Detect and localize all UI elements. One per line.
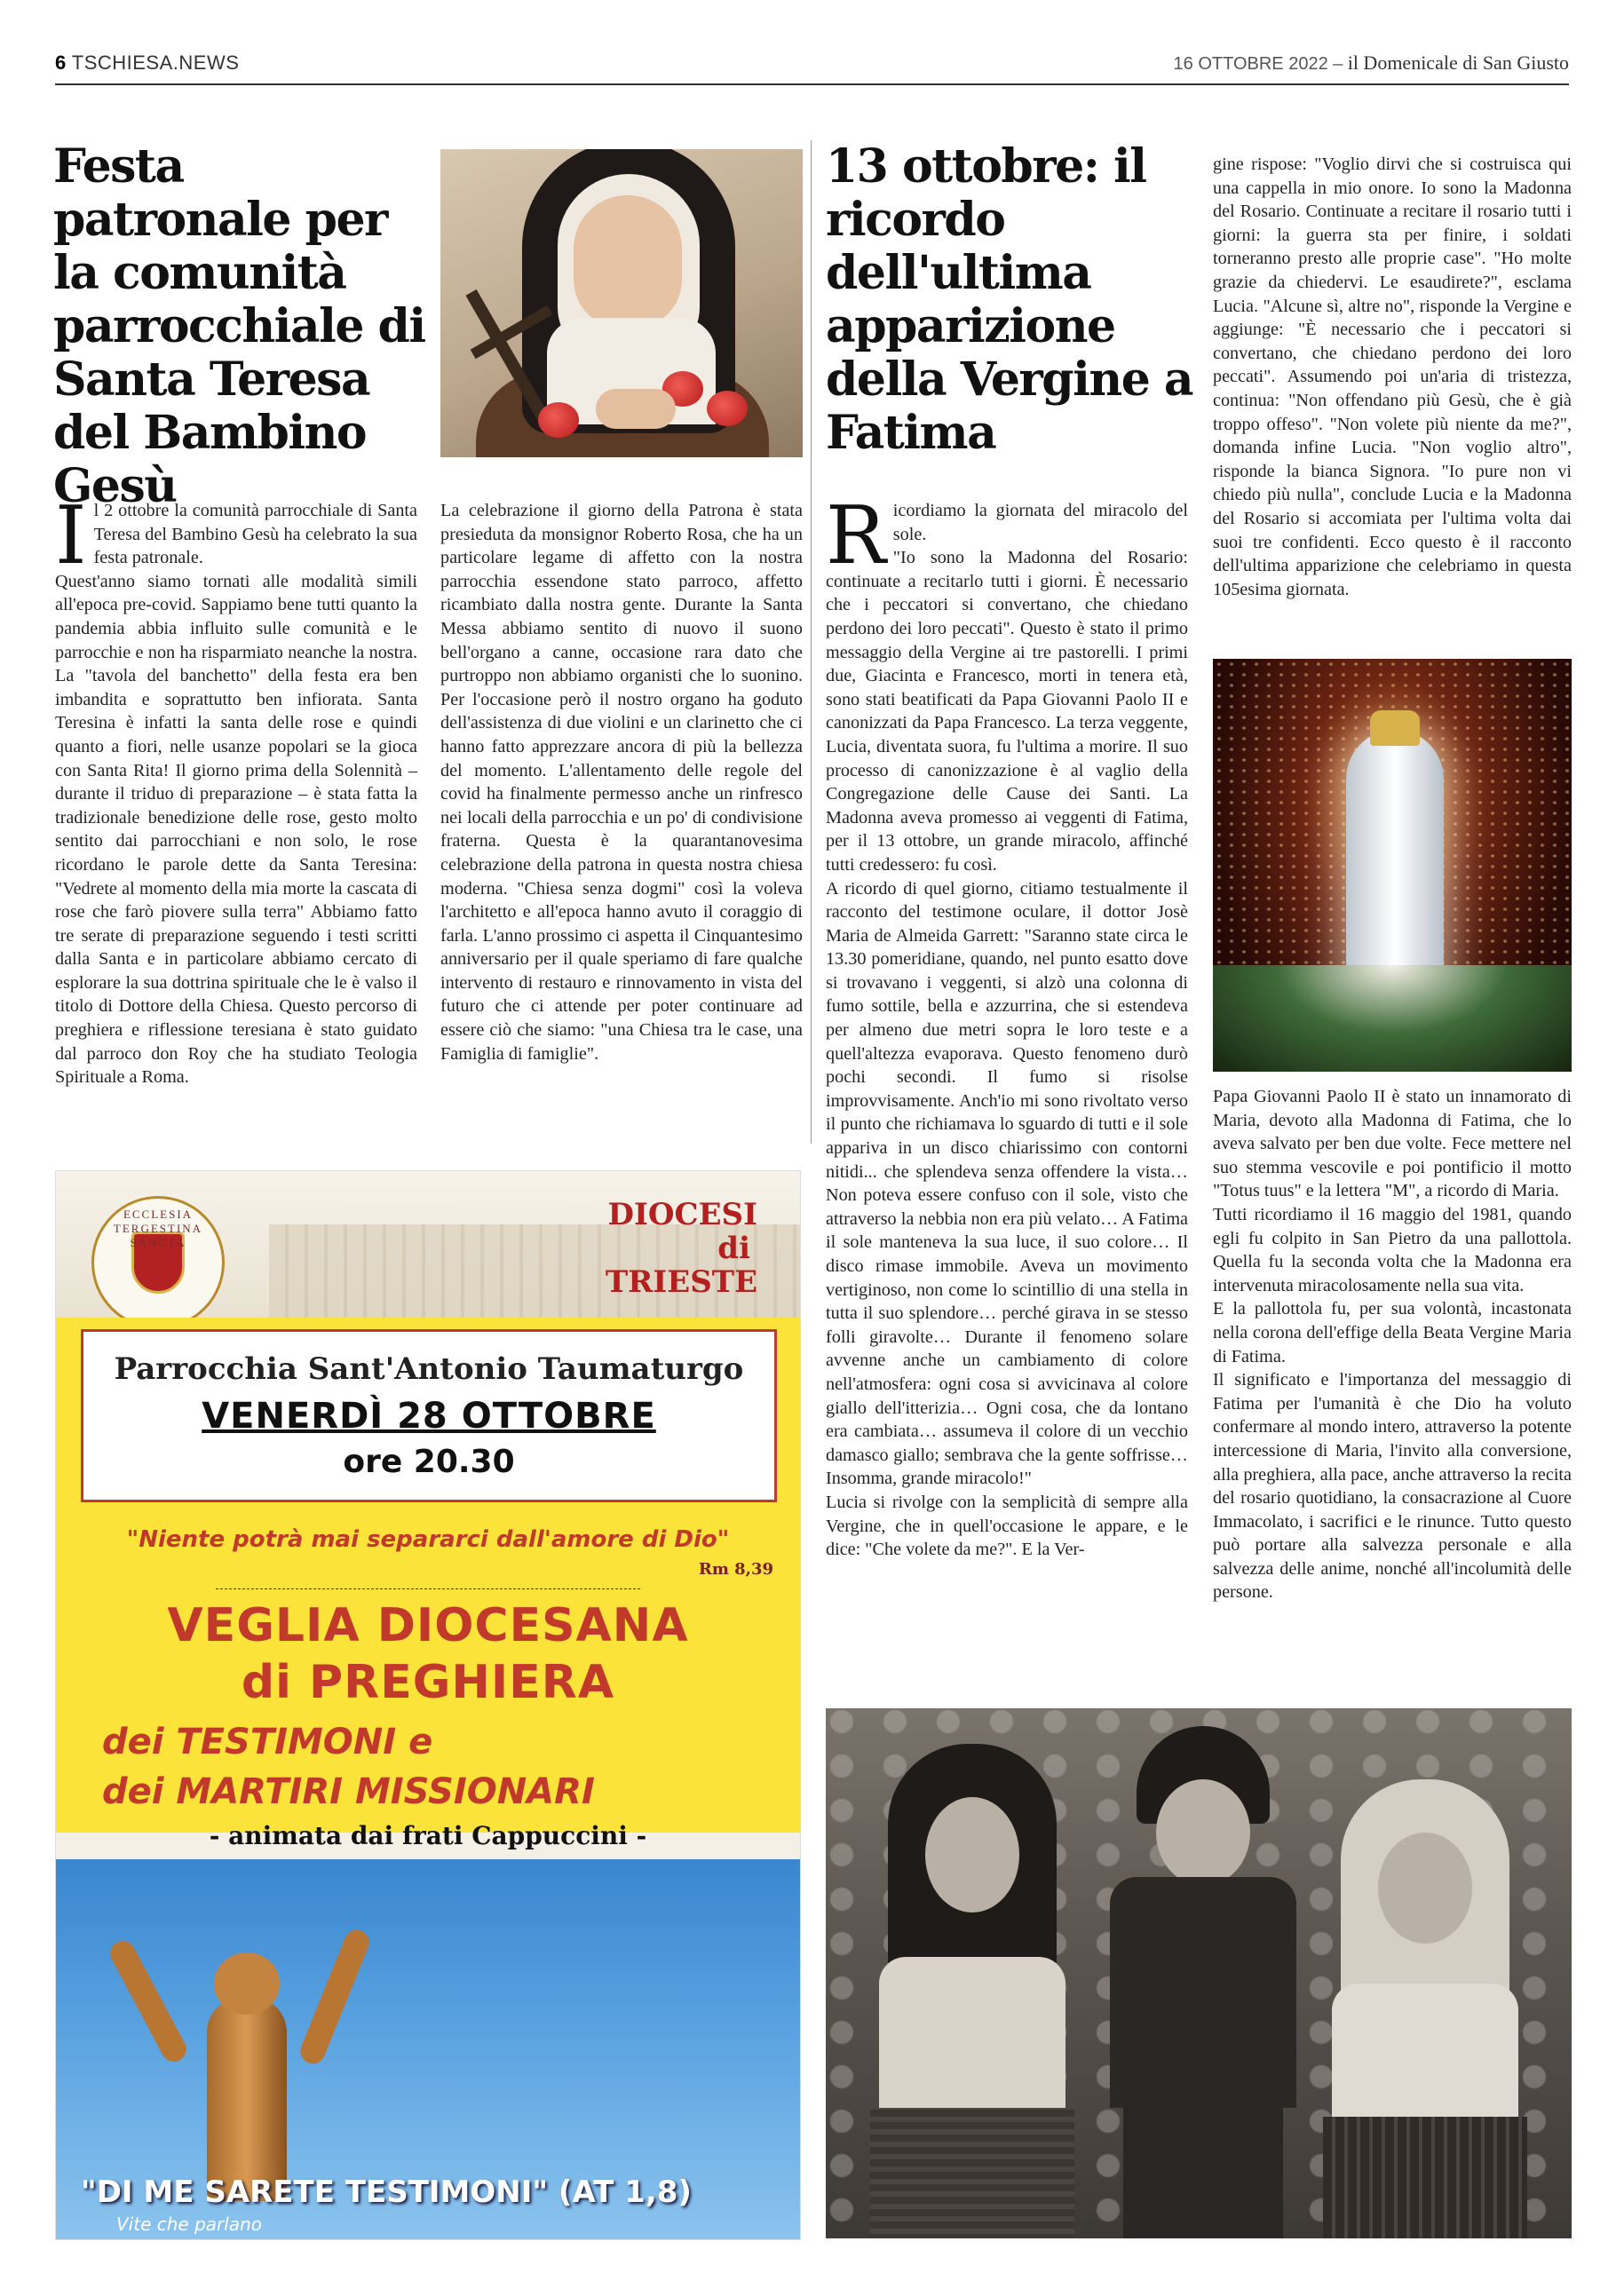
article1-title: Festa patronale per la comunità parrocchiale di Santa Teresa del Bambino Gesù	[53, 139, 425, 513]
vigil-animated-by: - animata dai frati Cappuccini -	[209, 1821, 647, 1850]
vigil-poster	[55, 1170, 801, 2240]
event-date: VENERDÌ 28 OTTOBRE	[202, 1396, 656, 1437]
article2-para9: Il significato e l'importanza del messaggio di Fatima per l'umanità è che Dio ha voluto confermare al mondo intero, attraverso la potente intercessione di Maria, l'invito alla conversione, alla preghiera, alla pace, anche attraverso la recita del rosario quotidiano, la consacrazione al Cuore Immacolato, i sacrifici e le rinunce. Tutto questo può portare alla salvezza personale e alla salvezza delle anime, nonché all'incolumità delle persone.	[1213, 1370, 1572, 1603]
article2-para8: E la pallottola fu, per sua volontà, incastonata nella corona dell'effige della Beata Vergine Maria di Fatima.	[1213, 1299, 1572, 1366]
seal-text: ECCLESIA TERGESTINA SANCTA	[113, 1208, 203, 1249]
article2-title: 13 ottobre: il ricordo dell'ultima apparizione della Vergine a Fatima	[826, 139, 1193, 460]
fatima-shepherd-children-photo	[826, 1708, 1572, 2238]
diocese-name: DIOCESI di TRIESTE	[605, 1197, 757, 1300]
article2-para2: "Io sono la Madonna del Rosario: continuate a recitarlo tutti i giorni. È necessario che i peccatori si convertano, che chiedano perdono dei loro peccati". Questo è stato il primo messaggio della Vergine ai tre pastorelli. I primi due, Giacinta e Francesco, morti in tenera età, sono stati beatificati da Papa Giovanni Paolo II e canonizzati da Papa Francesco. La terza veggente, Lucia, diventata suora, fu l'ultima a morire. Il suo processo di canonizzazione è al vaglio della Congregazione delle Cause dei Santi. La Madonna aveva promesso ai veggenti di Fatima, per il 13 ottobre, un grande miracolo, affinché tutti credessero: fu così.	[826, 548, 1188, 875]
article2-para6: Papa Giovanni Paolo II è stato un innamorato di Maria, devoto alla Madonna di Fatima, che lo aveva salvato per ben due volte. Fece mettere nel suo stemma vescovile e poi pontificio il motto "Totus tuus" e la lettera "M", a ricordo di Maria.	[1213, 1087, 1572, 1201]
diocese-seal	[91, 1196, 225, 1329]
santa-teresa-painting	[440, 149, 803, 457]
poster-subtitle: Vite che parlano	[116, 2214, 262, 2235]
risen-christ-statue	[145, 1917, 349, 2201]
column-divider	[811, 140, 812, 1144]
poster-motto: "DI ME SARETE TESTIMONI" (AT 1,8)	[81, 2174, 692, 2210]
vigil-subtitle-2: dei MARTIRI MISSIONARI	[102, 1771, 595, 1812]
vigil-title-2: di PREGHIERA	[241, 1656, 615, 1709]
header-right	[1174, 51, 1569, 75]
vigil-subtitle-1: dei TESTIMONI e	[102, 1722, 433, 1762]
article1-para3: La celebrazione il giorno della Patrona è stata presieduta da monsignor Roberto Rosa, che ha un particolare legame di affetto con la nostra parrocchia essendone stato parroco, affetto ricambiato dalla nostra gente. Durante la Santa Messa abbiamo sentito di nuovo il suono bell'organo a canne, occasione rara dato che purtroppo non abbiamo organisti che lo suonino. Per l'occasione però il nostro organo ha goduto dell'assistenza di due violini e un clarinetto che ci hanno fatto apprezzare ancora di più la bellezza del momento. L'allentamento delle regole del covid ha finalmente permesso anche un rinfresco nei locali della parrocchia e un po' di condivisione fraterna. Questa è la quarantanovesima celebrazione della patrona in questa nostra chiesa moderna. "Chiesa senza dogmi" così la voleva l'architetto e all'epoca hanno avuto il coraggio di farla. L'anno prossimo ci aspetta il Cinquantesimo anniversario per il quale speriamo di fare qualche intervento di restauro e rinnovamento in vista del futuro che ci attende per poter continuare ad essere ciò che siamo: "una Chiesa tra le case, una Famiglia di famiglie".	[440, 501, 803, 1064]
site-name[interactable]: TSCHIESA.NEWS	[71, 51, 240, 74]
article2-para7: Tutti ricordiamo il 16 maggio del 1981, quando egli fu colpito in San Pietro da una pallottola. Quella fu la seconda volta che la Madonna era intervenuta miracolosamente nella sua vita.	[1213, 1204, 1572, 1295]
dropcap: R	[826, 489, 886, 582]
article1-para1: Il 2 ottobre la comunità parrocchiale di Santa Teresa del Bambino Gesù ha celebrato la sua festa patronale.	[55, 489, 417, 582]
event-time: ore 20.30	[343, 1444, 515, 1480]
page-number: 6	[55, 51, 67, 74]
article2-column2-bottom	[1213, 1085, 1572, 1604]
publication-name: il Domenicale di San Giusto	[1347, 51, 1569, 74]
article2-para4: Lucia si rivolge con la semplicità di sempre alla Vergine, che in quell'occasione le appare, e le dice: "Che volete da me?". E la Ver-	[826, 1492, 1188, 1560]
article2-para3: A ricordo di quel giorno, citiamo testualmente il racconto del testimone oculare, il dottor Josè Maria de Almeida Garrett: "Saranno state circa le 13.30 pomeridiane, quando, nel punto esatto dove si trovavano i veggenti, si alzò una colonna di fumo sottile, bella e azzurrina, che si estendeva per almeno due metri sopra le loro teste e a quell'altezza evaporava. Questo fenomeno durò pochi secondi. Il fumo si risolse improvvisamente. Anch'io mi sono rivoltato verso il punto che richiamava lo sguardo di tutti e il sole appariva in un disco chiarissimo con contorni nitidi... che splendeva senza offendere la vista… Non poteva essere confuso con il sole, visto che attraverso la nebbia non era più velato… A Fatima il sole manteneva la sua luce, il suo colore… Il disco rimase immobile. Aveva un movimento vertiginoso, non come lo scintillio di una stella in tutta il suo splendore… perché girava in se stesso folli giravolte… Durante il fenomeno solare avvenne anche un cambiamento di colore nell'atmosfera: ogni cosa si avvicinava al colore giallo dell'itterizia… Ogni cosa, che da lontano era cambiata… assumeva il colore di un vecchio damasco giallo; sembrava che la gente soffrisse… Insomma, grande miracolo!"	[826, 878, 1188, 1489]
header-left	[55, 51, 239, 75]
article1-para2: Quest'anno siamo tornati alle modalità simili all'epoca pre-covid. Sappiamo bene tutti quanto la pandemia abbia influito sulle comunità e le parrocchie e non ha risparmiato neanche la nostra. La "tavola del banchetto" della festa era ben imbandita e soprattutto ben infiorata. Santa Teresina è infatti la santa delle rose e quindi quanto a fiori, nelle usanze popolari se la gioca con Santa Rita! Il giorno prima della Solennità – durante il triduo di preparazione – è stata fatta la tradizionale benedizione delle rose, gesto molto sentito dai parrocchiani e non solo, le rose ricordano le parole dette da Santa Teresina: "Vedrete al momento della mia morte la cascata di rose che farò piovere sulla terra" Abbiamo fatto tre serate di preparazione seguendo i testi scritti dalla Santa e in particolare abbiamo cercato di esplorare la sua dottrina spirituale che le è valso il titolo di Dottore della Chiesa. Questo percorso di preghiera e riflessione teresiana è stato guidato dal parroco don Roy che ha studiato Teologia Spirituale a Roma.	[55, 571, 417, 1088]
article2-column2-top	[1213, 153, 1572, 601]
bible-quote: "Niente potrà mai separarci dall'amore di Dio"	[126, 1526, 730, 1553]
article2-para5: gine rispose: "Voglio dirvi che si costruisca qui una cappella in mio onore. Io sono la Madonna del Rosario. Continuate a recitare il rosario tutti i giorni: la guerra sta per finire, i soldati torneranno presto alle proprie case". "Ho molte grazie da chiedervi. Le esaudirete?", esclama Lucia. "Alcune sì, altre no", risponde la Vergine e aggiunge: "È necessario che i peccatori si convertano, che chiedano perdono dei loro peccati". Assumendo poi un'aria di tristezza, continua: "Non offendano più Gesù, che è già troppo offeso". "Non volete più niente da me?", domanda infine Lucia. "Non voglio altro", risponde la bianca Signora. "Io pure non vi chiedo più nulla", conclude Lucia e la Madonna del Rosario si accomiata per l'ultima volta dai suoi tre confidenti. Ecco questo è il racconto dell'ultima apparizione che celebriamo in questa 105esima giornata.	[1213, 154, 1572, 599]
page-header	[55, 50, 1569, 85]
vigil-title-1: VEGLIA DIOCESANA	[167, 1599, 689, 1652]
header-separator: –	[1327, 51, 1348, 74]
article1-column2	[440, 499, 803, 1065]
bible-reference: Rm 8,39	[698, 1560, 773, 1579]
dropcap: I	[55, 489, 87, 582]
issue-date: 16 OTTOBRE 2022	[1173, 54, 1328, 74]
article2-para1: Ricordiamo la giornata del miracolo del sole.	[826, 489, 1188, 582]
parish-name: Parrocchia Sant'Antonio Taumaturgo	[114, 1351, 744, 1387]
event-info-box	[81, 1329, 777, 1502]
article2-column1	[826, 489, 1188, 1562]
fatima-statue-photo	[1213, 659, 1572, 1072]
article1-column1	[55, 489, 417, 1089]
